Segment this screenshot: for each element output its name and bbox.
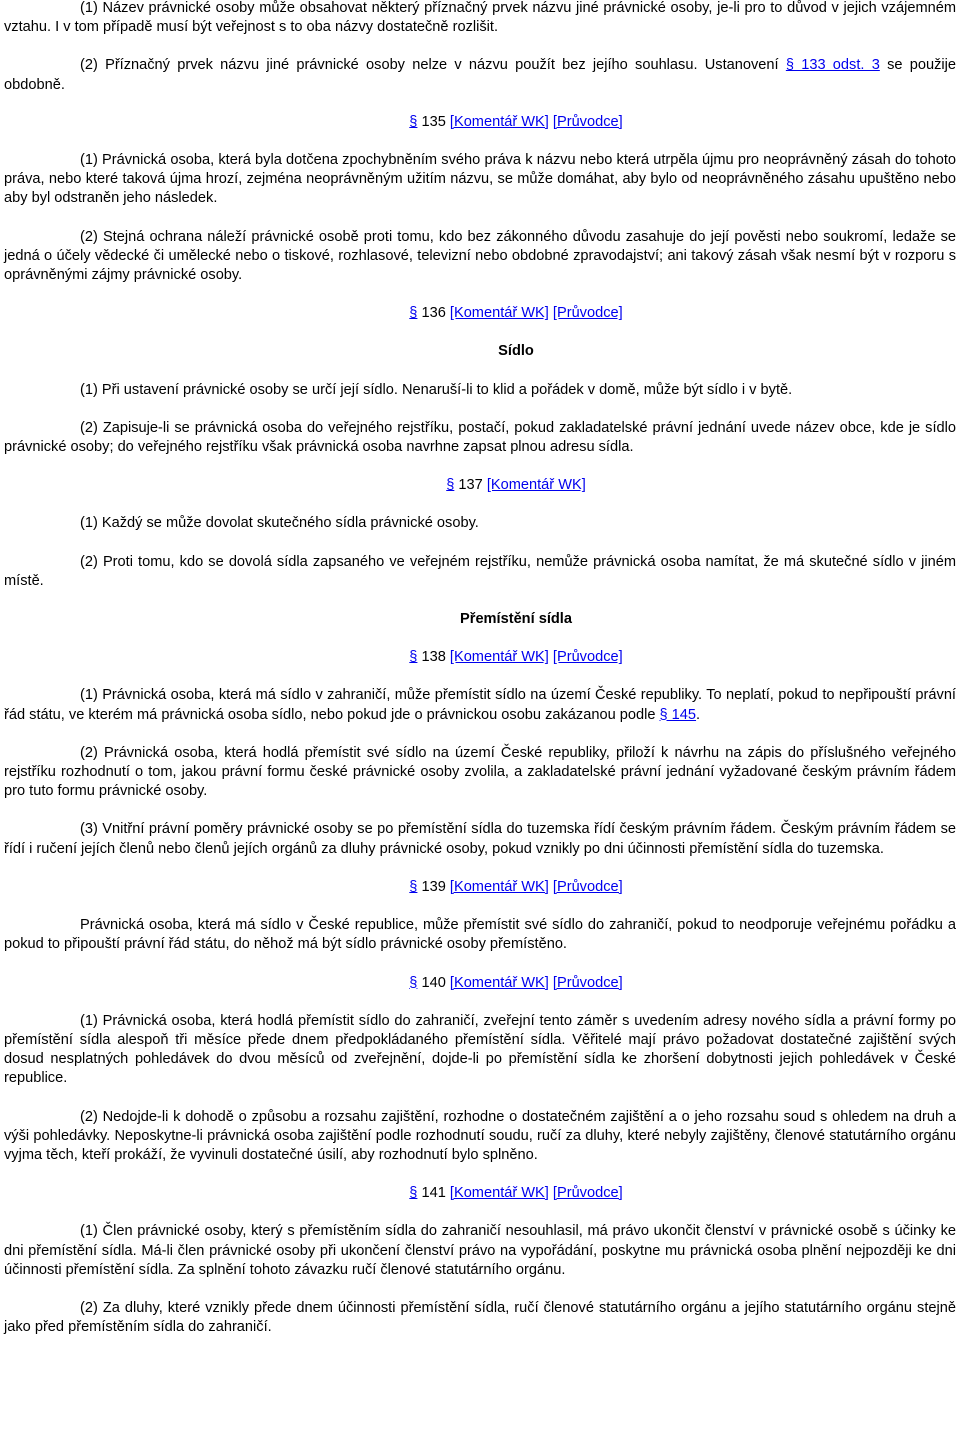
section-header-138 bbox=[4, 648, 956, 667]
pruvodce-link[interactable]: [Průvodce] bbox=[552, 878, 623, 895]
paragraph: (3) Vnitřní právní poměry právnické osoby se po přemístění sídla do tuzemska řídí českým právním řádem. Českým právním řádem se řídí i ručení jejích členů nebo členů jejích orgánů za dluhy právnické osoby, pokud vznikly po dni účinnosti přemístění sídla do tuzemska. bbox=[4, 821, 956, 857]
komentar-wk-link[interactable]: [Komentář WK] bbox=[449, 113, 549, 130]
paragraph: (2) Proti tomu, kdo se dovolá sídla zapsaného ve veřejném rejstříku, nemůže právnická osoba namítat, že má skutečné sídlo v jiném místě. bbox=[4, 553, 956, 589]
komentar-wk-link[interactable]: [Komentář WK] bbox=[449, 878, 549, 895]
paragraph: (1) Každý se může dovolat skutečného sídla právnické osoby. bbox=[80, 515, 479, 532]
section-sign: § bbox=[409, 305, 418, 322]
paragraph-text: (1) Právnická osoba, která má sídlo v zahraničí, může přemístit sídlo na území České republiky. To neplatí, pokud to nepřipouští právní řád státu, ve kterém má právnická osoba sídlo, nebo pokud jde o právnickou osobu zakázanou podle bbox=[4, 687, 956, 723]
paragraph bbox=[4, 56, 956, 94]
pruvodce-link[interactable]: [Průvodce] bbox=[552, 305, 623, 322]
section-heading: Přemístění sídla bbox=[460, 611, 572, 628]
paragraph: (2) Zapisuje-li se právnická osoba do veřejného rejstříku, postačí, pokud zakladatelské právní jednání uvede název obce, kde je sídlo právnické osoby; do veřejného rejstříku však právnická osoba navrhne zapsat plnou adresu sídla. bbox=[4, 419, 956, 456]
section-number: 137 bbox=[458, 477, 483, 494]
paragraph-text: (2) Příznačný prvek názvu jiné právnické osoby nelze v názvu použít bez jejího souhlasu. Ustanovení bbox=[80, 57, 786, 74]
komentar-wk-link[interactable]: [Komentář WK] bbox=[486, 477, 586, 494]
paragraph: (1) Název právnické osoby může obsahovat některý příznačný prvek názvu jiné právnické osoby, je-li pro to důvod v jejich vzájemném vztahu. I v tom případě musí být veřejnost s to oba názvy dostatečně rozlišit. bbox=[4, 0, 956, 36]
paragraph-text: se použije obdobně. bbox=[4, 57, 956, 93]
section-header-140 bbox=[4, 974, 956, 993]
pruvodce-link[interactable]: [Průvodce] bbox=[552, 649, 623, 666]
section-sign: § bbox=[409, 1185, 418, 1202]
paragraph: Právnická osoba, která má sídlo v České republice, může přemístit své sídlo do zahraničí, pokud to neodporuje veřejnému pořádku a pokud to připouští právní řád státu, do něhož má být sídlo právnické osoby přemístěno. bbox=[4, 917, 956, 953]
section-header-141 bbox=[4, 1184, 956, 1203]
section-header-135 bbox=[4, 113, 956, 132]
reference-link-145[interactable]: § 145 bbox=[659, 706, 697, 723]
komentar-wk-link[interactable]: [Komentář WK] bbox=[449, 649, 549, 666]
section-sign: § bbox=[409, 974, 418, 991]
section-header-136 bbox=[4, 304, 956, 323]
section-number: 139 bbox=[421, 878, 446, 895]
section-sign: § bbox=[409, 649, 418, 666]
paragraph: (2) Za dluhy, které vznikly přede dnem účinnosti přemístění sídla, ručí členové statutárního orgánu a jejího statutárního orgánu stejně jako před přemístěním sídla do zahraničí. bbox=[4, 1299, 956, 1336]
paragraph: (2) Právnická osoba, která hodlá přemístit své sídlo na území České republiky, přiloží k návrhu na zápis do příslušného veřejného rejstříku rozhodnutí o tom, jakou právní formu české právnické osoby zvolila, a zakladatelské právní jednání vyžadované českým právním řádem pro tuto formu právnické osoby. bbox=[4, 744, 956, 800]
paragraph: (1) Při ustavení právnické osoby se určí její sídlo. Nenaruší-li to klid a pořádek v domě, může být sídlo i v bytě. bbox=[80, 381, 793, 398]
komentar-wk-link[interactable]: [Komentář WK] bbox=[449, 305, 549, 322]
section-number: 140 bbox=[421, 974, 446, 991]
section-number: 135 bbox=[421, 113, 446, 130]
section-sign: § bbox=[409, 878, 418, 895]
paragraph bbox=[4, 686, 956, 724]
komentar-wk-link[interactable]: [Komentář WK] bbox=[449, 1185, 549, 1202]
section-header-139 bbox=[4, 878, 956, 897]
section-header-137 bbox=[4, 476, 956, 495]
paragraph: (1) Právnická osoba, která byla dotčena zpochybněním svého práva k názvu nebo která utrpěla újmu pro neoprávněný zásah do tohoto práva, nebo které taková újma hrozí, zejména neoprávněným užitím názvu, se může domáhat, aby bylo od neoprávněného zásahu upuštěno nebo aby byl odstraněn jeho následek. bbox=[4, 152, 956, 207]
paragraph-text: . bbox=[696, 706, 701, 723]
paragraph: (1) Právnická osoba, která hodlá přemístit sídlo do zahraničí, zveřejní tento záměr s uvedením adresy nového sídla a právní formy po přemístění sídla alespoň tři měsíce přede dnem předpokládaného přemístění sídla. Věřitelé mají právo požadovat dostatečné zajištění svých dosud nesplatných pohledávek do dvou měsíců od zveřejnění, dojde-li po přemístění sídla ke zhoršení dobytnosti jejich pohledávek v České republice. bbox=[4, 1012, 956, 1087]
paragraph: (1) Člen právnické osoby, který s přemístěním sídla do zahraničí nesouhlasil, má právo ukončit členství v právnické osobě s účinky ke dni přemístění sídla. Má-li člen právnické osoby při ukončení členství právo na vypořádání, poskytne mu právnická osoba plnění nejpozději ke dni účinnosti přemístění sídla. Za splnění tohoto závazku ručí členové statutárního orgánu. bbox=[4, 1223, 956, 1278]
section-number: 141 bbox=[421, 1185, 446, 1202]
section-sign: § bbox=[409, 113, 418, 130]
reference-link-133[interactable]: § 133 odst. 3 bbox=[785, 57, 880, 74]
pruvodce-link[interactable]: [Průvodce] bbox=[552, 1185, 623, 1202]
paragraph: (2) Stejná ochrana náleží právnické osobě proti tomu, kdo bez zákonného důvodu zasahuje do její pověsti nebo soukromí, ledaže se jedná o účely vědecké či umělecké nebo o tiskové, rozhlasové, televizní nebo obdobné zpravodajství; ani takový zásah však nesmí být v rozporu s oprávněnými zájmy právnické osoby. bbox=[4, 228, 956, 284]
section-sign: § bbox=[446, 477, 455, 494]
pruvodce-link[interactable]: [Průvodce] bbox=[552, 974, 623, 991]
section-heading: Sídlo bbox=[498, 343, 534, 360]
section-number: 136 bbox=[421, 305, 446, 322]
komentar-wk-link[interactable]: [Komentář WK] bbox=[449, 974, 549, 991]
document-page bbox=[4, 0, 956, 1337]
section-number: 138 bbox=[421, 649, 446, 666]
paragraph: (2) Nedojde-li k dohodě o způsobu a rozsahu zajištění, rozhodne o dostatečném zajištění a o jeho rozsahu soud s ohledem na druh a výši pohledávky. Neposkytne-li právnická osoba zajištění podle rozhodnutí soudu, ručí za dluhy, které nebyly zajištěny, členové statutárního orgánu vyjma těch, kteří prokáží, že vyvinuli dostatečné úsilí, aby rozhodnutí bylo splněno. bbox=[4, 1108, 956, 1163]
pruvodce-link[interactable]: [Průvodce] bbox=[552, 113, 623, 130]
